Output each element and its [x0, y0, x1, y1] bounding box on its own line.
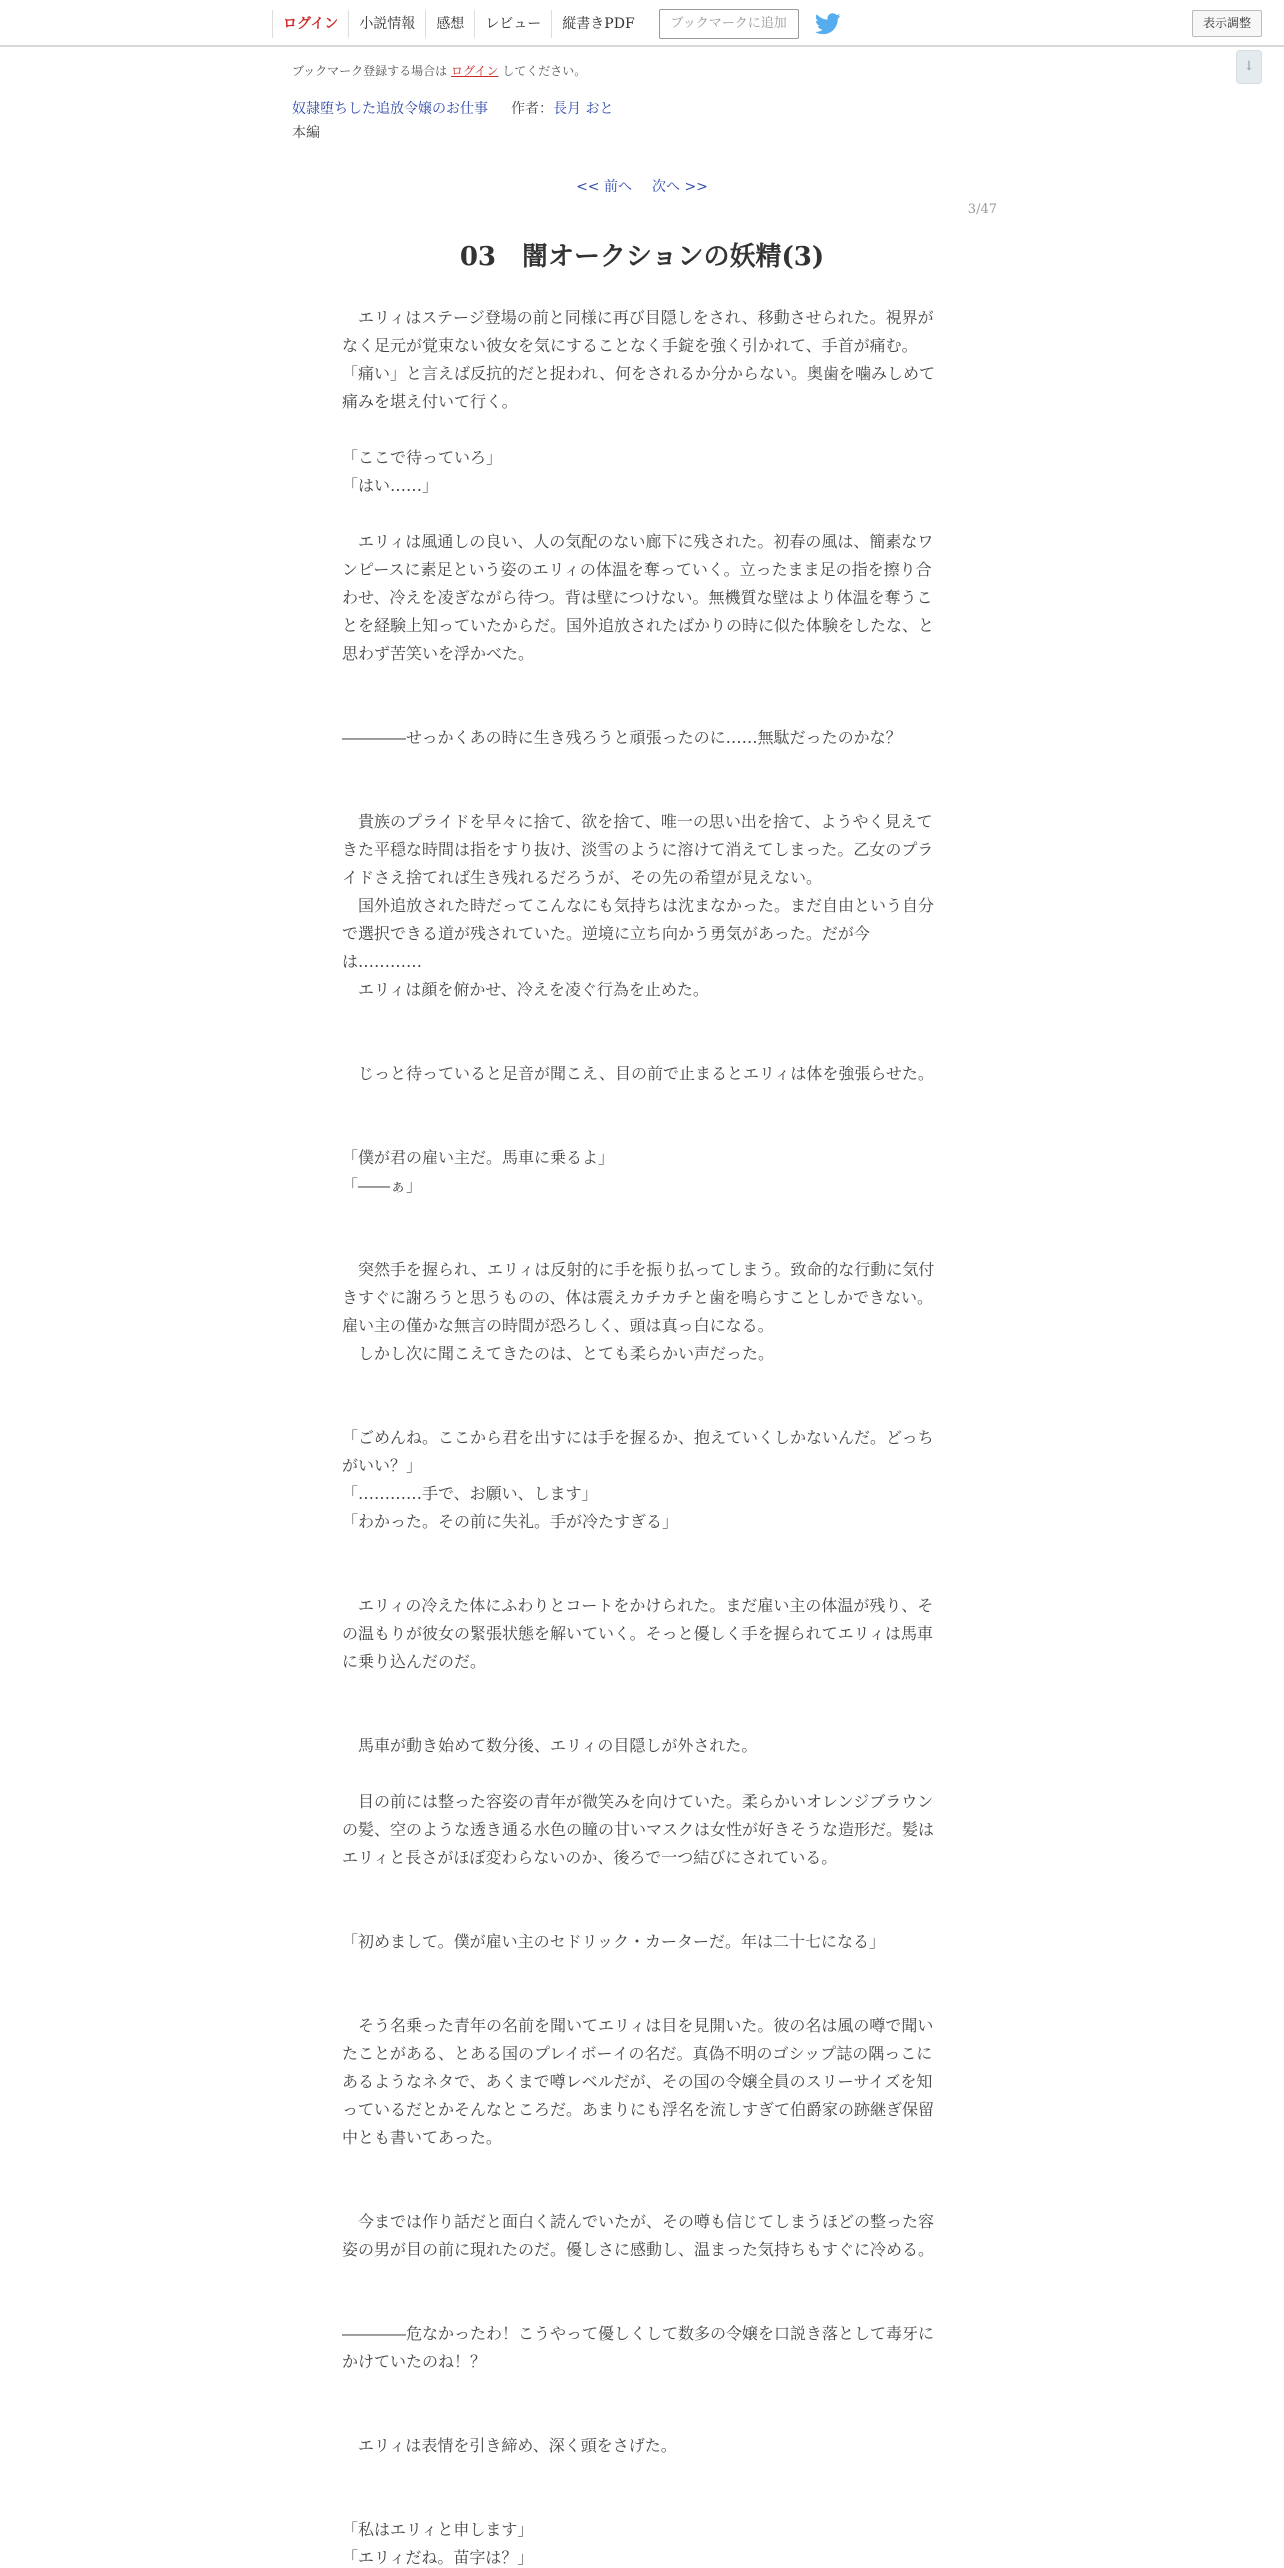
novel-line: 「私はエリィと申します」	[342, 2520, 534, 2539]
author-label: 作者：	[511, 101, 553, 117]
novel-line	[342, 1396, 936, 1424]
novel-line: ――――危なかったわ！こうやって優しくして数多の令嬢を口説き落として毒牙にかけていたのね！？	[342, 2324, 935, 2371]
novel-line: 目の前には整った容姿の青年が微笑みを向けていた。柔らかいオレンジブラウンの髪、空のような透き通る水色の瞳の甘いマスクは女性が好きそうな造形だ。髪はエリィと長さがほぼ変わらないのか、後ろで一つ結びにされている。	[342, 1792, 935, 1867]
novel-line	[342, 2264, 936, 2292]
novel-line	[342, 2460, 936, 2488]
novel-line	[342, 2376, 936, 2404]
author-name-link[interactable]: 長月 おと	[553, 101, 614, 117]
novel-line: 「エリィだね。苗字は？」	[342, 2548, 534, 2567]
novel-line: しかし次に聞こえてきたのは、とても柔らかい声だった。	[342, 1344, 775, 1363]
novel-line	[342, 668, 936, 696]
novel-line	[342, 2488, 936, 2516]
nav-impressions[interactable]: 感想	[425, 10, 474, 38]
novel-line	[342, 1564, 936, 1592]
novel-line	[342, 2180, 936, 2208]
novel-line	[342, 752, 936, 780]
novel-line	[342, 416, 936, 444]
novel-line	[342, 1200, 936, 1228]
novel-line: 国外追放された時だってこんなにも気持ちは沈まなかった。まだ自由という自分で選択できる道が残されていた。逆境に立ち向かう勇気があった。だが今は…………	[342, 896, 935, 971]
novel-line: ――――せっかくあの時に生き残ろうと頑張ったのに……無駄だったのかな？	[342, 728, 902, 747]
header-nav	[272, 8, 841, 40]
notice-text-before: ブックマーク登録する場合は	[292, 64, 448, 78]
novel-line: エリィは表情を引き締め、深く頭をさげた。	[342, 2436, 677, 2455]
novel-line	[342, 1984, 936, 2012]
novel-line: 「――ぁ」	[342, 1176, 423, 1195]
novel-line	[342, 2404, 936, 2432]
nav-novel-info[interactable]: 小説情報	[348, 10, 425, 38]
novel-line	[342, 1704, 936, 1732]
next-chapter-link[interactable]: 次へ >>	[652, 179, 708, 195]
novel-line	[342, 780, 936, 808]
novel-line: 馬車が動き始めて数分後、エリィの目隠しが外された。	[342, 1736, 758, 1755]
pager	[0, 176, 1284, 196]
novel-line	[342, 1368, 936, 1396]
novel-line	[342, 1536, 936, 1564]
add-bookmark-button[interactable]: ブックマークに追加	[659, 9, 799, 39]
page-number: 3/47	[967, 202, 997, 217]
novel-line: 「…………手で、お願い、します」	[342, 1484, 598, 1503]
novel-line: 突然手を握られ、エリィは反射的に手を振り払ってしまう。致命的な行動に気付きすぐに謝ろうと思うものの、体は震えカチカチと歯を鳴らすことしかできない。雇い主の僅かな無言の時間が恐ろしく、頭は真っ白になる。	[342, 1260, 935, 1335]
nav-login[interactable]: ログイン	[272, 10, 348, 38]
novel-line: エリィはステージ登場の前と同様に再び目隠しをされ、移動させられた。視界がなく足元が覚束ない彼女を気にすることなく手錠を強く引かれて、手首が痛む。	[342, 308, 934, 355]
display-settings-button[interactable]: 表示調整	[1192, 10, 1262, 37]
section-label: 本編	[292, 125, 320, 141]
nav-review[interactable]: レビュー	[474, 10, 551, 38]
novel-line	[342, 696, 936, 724]
novel-line	[342, 1760, 936, 1788]
novel-line: 「ここで待っていろ」	[342, 448, 503, 467]
novel-line: 「ごめんね。ここから君を出すには手を握るか、抱えていくしかないんだ。どっちがいい？」	[342, 1428, 934, 1475]
novel-body	[342, 304, 936, 2568]
notice-text-after: してください。	[502, 64, 587, 78]
scroll-down-button[interactable]: ↓	[1236, 50, 1262, 84]
novel-line: じっと待っていると足音が聞こえ、目の前で止まるとエリィは体を強張らせた。	[342, 1064, 934, 1083]
nav-vertical-pdf[interactable]: 縦書きPDF	[551, 10, 644, 38]
novel-line: 今までは作り話だと面白く読んでいたが、その噂も信じてしまうほどの整った容姿の男が目の前に現れたのだ。優しさに感動し、温まった気持ちもすぐに冷める。	[342, 2212, 935, 2259]
novel-line: 「初めまして。僕が雇い主のセドリック・カーターだ。年は二十七になる」	[342, 1932, 886, 1951]
novel-line: そう名乗った青年の名前を聞いてエリィは目を見開いた。彼の名は風の噂で聞いたことがある、とある国のプレイボーイの名だ。真偽不明のゴシップ誌の隅っこにあるようなネタで、あくまで噂レベルだが、その国の令嬢全員のスリーサイズを知っているだとかそんなところだ。あまりにも浮名を流しすぎて伯爵家の跡継ぎ保留中とも書いてあった。	[342, 2016, 935, 2147]
novel-line: 「はい……」	[342, 476, 439, 495]
novel-line	[342, 1956, 936, 1984]
novel-line	[342, 1228, 936, 1256]
novel-line	[342, 1032, 936, 1060]
prev-chapter-link[interactable]: << 前へ	[576, 179, 632, 195]
novel-line	[342, 500, 936, 528]
series-title-link[interactable]: 奴隷堕ちした追放令嬢のお仕事	[292, 101, 488, 117]
site-header	[0, 0, 1284, 47]
notice-login-link[interactable]: ログイン	[451, 64, 499, 78]
novel-line: 貴族のプライドを早々に捨て、欲を捨て、唯一の思い出を捨て、ようやく見えてきた平穏な時間は指をすり抜け、淡雪のように溶けて消えてしまった。乙女のプライドさえ捨てれば生き残れるだろうが、その先の希望が見えない。	[342, 812, 934, 887]
novel-line	[342, 1116, 936, 1144]
novel-line: エリィは顔を俯かせ、冷えを凌ぐ行為を止めた。	[342, 980, 709, 999]
twitter-icon[interactable]	[815, 13, 841, 35]
novel-line	[342, 2292, 936, 2320]
novel-line	[342, 1004, 936, 1032]
novel-line	[342, 1676, 936, 1704]
novel-line: 「わかった。その前に失礼。手が冷たすぎる」	[342, 1512, 679, 1531]
novel-line	[342, 1872, 936, 1900]
novel-line	[342, 1088, 936, 1116]
novel-line: エリィは風通しの良い、人の気配のない廊下に残された。初春の風は、簡素なワンピースに素足という姿のエリィの体温を奪っていく。立ったまま足の指を擦り合わせ、冷えを凌ぎながら待つ。背は壁につけない。無機質な壁はより体温を奪うことを経験上知っていたからだ。国外追放されたばかりの時に似た体験をしたな、と思わず苦笑いを浮かべた。	[342, 532, 935, 663]
chapter-title: 03 闇オークションの妖精(3)	[459, 242, 825, 272]
novel-line	[342, 1900, 936, 1928]
novel-line: エリィの冷えた体にふわりとコートをかけられた。まだ雇い主の体温が残り、その温もりが彼女の緊張状態を解いていく。そっと優しく手を握られてエリィは馬車に乗り込んだのだ。	[342, 1596, 934, 1671]
novel-line: 「痛い」と言えば反抗的だと捉われ、何をされるか分からない。奥歯を噛みしめて痛みを堪え付いて行く。	[342, 364, 935, 411]
bookmark-notice	[292, 62, 586, 79]
novel-line: 「僕が君の雇い主だ。馬車に乗るよ」	[342, 1148, 615, 1167]
novel-line	[342, 2152, 936, 2180]
author-info	[511, 98, 613, 118]
